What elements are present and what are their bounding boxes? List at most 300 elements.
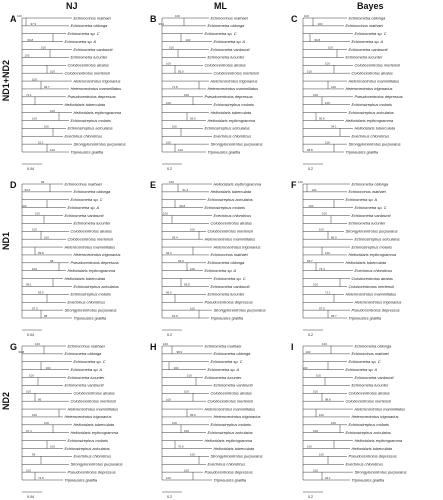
taxon-label: Echinometra lucunter — [73, 220, 111, 226]
support-value: 99.6 — [24, 188, 31, 193]
support-value: 100 — [331, 85, 336, 90]
support-value: 100 — [317, 22, 323, 27]
taxon-label: Strongylocentrotus purpuratus — [354, 469, 407, 475]
support-value: 100 — [328, 45, 333, 50]
support-value: 94.1 — [325, 476, 331, 481]
taxon-label: Echinometra lucunter — [348, 220, 386, 226]
support-value: 100 — [35, 342, 40, 347]
taxon-label: Strongylocentrotus purpuratus — [213, 307, 266, 313]
taxon-label: Heterocentrotus mammillatus — [204, 236, 256, 242]
panel-letter: D — [10, 180, 17, 190]
support-value: 100 — [305, 350, 311, 355]
taxon-label: Heliocidaris tuberculata — [210, 189, 251, 195]
taxon-label: Colobocentrotus atratus — [70, 228, 112, 234]
support-value: 100 — [187, 373, 192, 378]
support-value: 100 — [44, 421, 49, 426]
support-value: 94.1 — [331, 124, 337, 129]
taxon-label: Echinometra sp. A — [70, 366, 103, 372]
taxon-label: Echinometra sp. C — [67, 31, 100, 37]
support-value: 100 — [184, 389, 189, 394]
support-value: 95.0 — [178, 69, 184, 74]
support-value: 99.8 — [38, 251, 44, 256]
taxon-label: Evechinus chloroticus — [213, 212, 252, 218]
taxon-label: Echinocrinus mathaei — [64, 181, 102, 187]
taxon-label: Echinostrephus aciculatus — [345, 430, 391, 436]
taxon-label: Colobocentrotus atratus — [351, 275, 393, 281]
taxon-label: Echinometra lucunter — [351, 382, 389, 388]
taxon-label: Evechinus chloroticus — [67, 299, 106, 305]
taxon-label: Echinometra vanbrunti — [213, 382, 253, 388]
taxon-label: Heterocentrotus trigonarius — [73, 252, 121, 258]
support-value: 93.9 — [178, 259, 184, 264]
tree-panel-g — [10, 340, 155, 500]
support-value: 100 — [175, 14, 180, 19]
row-label-nd2: ND2 — [1, 392, 11, 411]
support-value: 100 — [184, 93, 189, 98]
taxon-label: Strongylocentrotus purpuratus — [73, 141, 126, 147]
tree-panel-a — [10, 12, 155, 172]
support-value: 100 — [185, 37, 191, 42]
support-value: 100 — [169, 45, 174, 50]
taxon-label: Heterocentrotus mammillatus — [70, 86, 122, 92]
support-value: 100 — [169, 180, 174, 185]
support-value: 96 — [38, 397, 42, 402]
taxon-label: Echinostrephus aciculatus — [73, 283, 119, 289]
taxon-label: Echinometra sp. C — [348, 359, 381, 365]
tree-svg-d — [10, 178, 155, 338]
tree-panel-i — [291, 340, 436, 500]
support-value: 100 — [41, 45, 46, 50]
taxon-label: Echinostrephus aciculatus — [207, 197, 253, 203]
support-value: 100 — [319, 413, 324, 418]
taxon-label: Pseudocentrotus depressus — [67, 469, 116, 475]
taxon-label: Colobocentrotus atratus — [348, 390, 390, 396]
taxon-label: Evechinus chloroticus — [207, 461, 246, 467]
taxon-label: Echinostrephus aciculatus — [348, 109, 394, 115]
support-value: 100 — [50, 69, 55, 74]
support-value: 97.3 — [32, 306, 38, 311]
taxon-label: Heliocidaris tuberculata — [64, 102, 105, 108]
taxon-label: Heterocentrotus mammillatus — [348, 78, 400, 84]
taxon-label: Heliocidaris erythrogramma — [204, 437, 253, 443]
support-value: 100 — [172, 124, 177, 129]
taxon-label: Heliocidaris erythrogramma — [73, 109, 122, 115]
scale-bar-label: 0.04 — [27, 495, 34, 499]
taxon-label: Heliocidaris tuberculata — [351, 445, 392, 451]
panel-letter: F — [291, 180, 297, 190]
taxon-label: Colobocentrotus atratus — [73, 390, 115, 396]
support-value: 96.7 — [44, 85, 50, 90]
taxon-label: Pseudocentrotus depressus — [348, 453, 397, 459]
support-value: 100 — [325, 100, 330, 105]
taxon-label: Tripneustes gratilla — [213, 477, 247, 483]
support-value: 83.5 — [38, 290, 44, 295]
scale-bar-label: 0.04 — [27, 167, 34, 171]
taxon-label: Evechinus chloroticus — [351, 133, 390, 139]
support-value: 100 — [166, 397, 171, 402]
taxon-label: Heterocentrotus mammillatus — [207, 86, 259, 92]
support-value: 99.8 — [18, 350, 25, 355]
taxon-label: Echinometra sp. C — [354, 31, 387, 37]
panel-letter: I — [291, 342, 294, 352]
support-value: 100 — [32, 413, 37, 418]
taxon-label: Echinocrinus mathaei — [73, 15, 111, 21]
taxon-label: Heterocentrotus trigonarius — [351, 414, 399, 420]
taxon-label: Echinometra oblonga — [354, 343, 392, 349]
taxon-label: Echinometra sp. A — [67, 204, 100, 210]
taxon-label: Echinometra sp. A — [64, 38, 97, 44]
support-value: 99.4 — [172, 235, 178, 240]
support-value: 99.1 — [26, 282, 32, 287]
taxon-label: Colobocentrotus atratus — [210, 390, 252, 396]
taxon-label: Tripneustes gratilla — [348, 315, 382, 321]
support-value: 100 — [166, 100, 171, 105]
support-value: 99.8 — [314, 37, 321, 42]
support-value: 100 — [32, 266, 37, 271]
taxon-label: Echinostrephus aciculatus — [67, 125, 113, 131]
support-value: 100 — [307, 444, 312, 449]
support-value: 100 — [166, 140, 171, 145]
taxon-label: Colobocentrotus mertensii — [354, 62, 400, 68]
support-value: 74.6 — [38, 476, 44, 481]
support-value: 100 — [313, 282, 318, 287]
taxon-label: Echinocrinus mathaei — [210, 252, 248, 258]
taxon-label: Echinometra oblonga — [207, 23, 245, 29]
support-value: 100 — [32, 116, 37, 121]
taxon-label: Pseudocentrotus depressus — [204, 94, 253, 100]
taxon-label: Echinometra oblonga — [351, 181, 389, 187]
support-value: 100 — [50, 148, 55, 153]
taxon-label: Echinometra oblonga — [73, 189, 111, 195]
taxon-label: Pseudocentrotus depressus — [204, 299, 253, 305]
taxon-label: Echinometra vanbrunti — [210, 283, 250, 289]
taxon-label: Echinometra lucunter — [204, 374, 242, 380]
support-value: 99.8 — [179, 203, 186, 208]
support-value: 100 — [322, 342, 327, 347]
taxon-label: Heliocidaris erythrogramma — [70, 430, 119, 436]
support-value: 100 — [319, 227, 324, 232]
support-value: 99.8 — [184, 282, 190, 287]
taxon-label: Heterocentrotus trigonarius — [354, 299, 402, 305]
support-value: 95.9 — [190, 413, 196, 418]
taxon-label: Echinometra lucunter — [67, 374, 105, 380]
taxon-label: Echinometra lucunter — [207, 291, 245, 297]
taxon-label: Echinometra sp. C — [204, 31, 237, 37]
tree-panel-e — [150, 178, 295, 338]
support-value: 98.9 — [176, 350, 183, 355]
taxon-label: Echinometra vanbrunti — [351, 212, 391, 218]
tree-svg-i — [291, 340, 436, 500]
taxon-label: Echinostrephus molaris — [210, 422, 251, 428]
taxon-label: Tripneustes gratilla — [73, 315, 107, 321]
taxon-label: Echinostrephus molaris — [67, 437, 108, 443]
support-value: 100 — [166, 476, 171, 481]
taxon-label: Echinometra sp. C — [213, 275, 246, 281]
support-value: 99 — [32, 452, 36, 457]
taxon-label: Echinometra lucunter — [207, 54, 245, 60]
support-value: 100 — [26, 468, 31, 473]
support-value: 65.7 — [307, 259, 313, 264]
support-value: 100 — [307, 69, 312, 74]
taxon-label: Pseudocentrotus depressus — [204, 469, 253, 475]
taxon-label: Colobocentrotus mertensii — [207, 228, 253, 234]
support-value: 96.8 — [319, 116, 325, 121]
scale-bar-label: 0.2 — [167, 167, 172, 171]
taxon-label: Echinometra lucunter — [345, 54, 383, 60]
taxon-label: Echinometra vanbrunti — [348, 46, 388, 52]
tree-svg-c — [291, 12, 436, 172]
support-value: 98 — [50, 259, 54, 264]
taxon-label: Strongylocentrotus purpuratus — [210, 453, 263, 459]
taxon-label: Colobocentrotus atratus — [351, 70, 393, 76]
support-value: 99.8 — [27, 37, 34, 42]
panel-letter: B — [150, 14, 157, 24]
support-value: 100 — [313, 389, 318, 394]
tree-panel-f — [291, 178, 436, 338]
taxon-label: Colobocentrotus atratus — [210, 220, 252, 226]
support-value: 100 — [190, 306, 195, 311]
taxon-label: Echinocrinus mathaei — [210, 15, 248, 21]
taxon-label: Echinometra sp. A — [345, 366, 378, 372]
taxon-label: Strongylocentrotus purpuratus — [70, 461, 123, 467]
taxon-label: Pseudocentrotus depressus — [67, 94, 116, 100]
support-value: 56.6 — [190, 116, 196, 121]
support-value: 98.8 — [325, 397, 331, 402]
taxon-label: Echinometra oblonga — [64, 351, 102, 357]
taxon-label: Tripneustes gratilla — [210, 315, 244, 321]
taxon-label: Echinometra sp. C — [210, 359, 243, 365]
support-value: 100 — [32, 77, 37, 82]
taxon-label: Evechinus chloroticus — [213, 133, 252, 139]
taxon-label: Echinostrephus aciculatus — [354, 236, 400, 242]
tree-panel-c — [291, 12, 436, 172]
taxon-label: Heterocentrotus mammillatus — [354, 406, 406, 412]
tree-panel-b — [150, 12, 295, 172]
support-value: 97.0 — [319, 306, 325, 311]
scale-bar-label: 0.2 — [167, 333, 172, 337]
panel-letter: H — [150, 342, 157, 352]
column-title-bayes: Bayes — [357, 1, 384, 11]
support-value: 100 — [190, 227, 195, 232]
taxon-label: Echinometra sp. C — [70, 197, 103, 203]
support-value: 100 — [50, 444, 55, 449]
taxon-label: Pseudocentrotus depressus — [351, 307, 400, 313]
taxon-label: Evechinus chloroticus — [345, 461, 384, 467]
taxon-label: Heterocentrotus trigonarius — [345, 86, 393, 92]
taxon-label: Echinocrinus mathaei — [67, 343, 105, 349]
taxon-label: Colobocentrotus mertensii — [70, 398, 116, 404]
scale-bar-label: 0.2 — [167, 495, 172, 499]
support-value: 97.9 — [30, 22, 37, 27]
taxon-label: Heterocentrotus trigonarius — [210, 78, 258, 84]
support-value: 100 — [308, 203, 314, 208]
support-value: 100 — [304, 14, 309, 19]
support-value: 100 — [325, 140, 330, 145]
support-value: 100 — [163, 211, 168, 216]
taxon-label: Heliocidaris erythrogramma — [67, 268, 116, 274]
row-label-nd1: ND1 — [1, 232, 11, 251]
taxon-label: Echinometra sp. A — [207, 366, 240, 372]
taxon-label: Evechinus chloroticus — [64, 133, 103, 139]
taxon-label: Heterocentrotus trigonarius — [213, 414, 261, 420]
taxon-label: Echinostrephus molaris — [351, 102, 392, 108]
taxon-label: Echinometra sp. A — [351, 38, 384, 44]
taxon-label: Pseudocentrotus depressus — [70, 260, 119, 266]
support-value: 100 — [32, 227, 37, 232]
support-value: 100 — [190, 452, 195, 457]
taxon-label: Heliocidaris tuberculata — [213, 445, 254, 451]
support-value: 100 — [173, 365, 179, 370]
taxon-label: Echinometra vanbrunti — [210, 46, 250, 52]
support-value: 100 — [24, 53, 30, 58]
taxon-label: Echinometra sp. C — [73, 359, 106, 365]
taxon-label: Heliocidaris tuberculata — [210, 109, 251, 115]
column-title-ml: ML — [214, 1, 227, 11]
taxon-label: Echinostrephus molaris — [213, 102, 254, 108]
taxon-label: Heterocentrotus mammillatus — [64, 244, 116, 250]
taxon-label: Tripneustes gratilla — [351, 477, 385, 483]
scale-bar-label: 0.2 — [308, 495, 313, 499]
support-value: 71.1 — [325, 290, 331, 295]
taxon-label: Strongylocentrotus purpuratus — [64, 307, 117, 313]
support-value: 100 — [298, 180, 303, 185]
support-value: 71.1 — [26, 93, 32, 98]
taxon-label: Heterocentrotus trigonarius — [64, 414, 112, 420]
tree-panel-h — [150, 340, 295, 500]
support-value: 100 — [26, 389, 31, 394]
support-value: 100 — [45, 365, 51, 370]
taxon-label: Strongylocentrotus purpuratus — [210, 141, 263, 147]
taxon-label: Echinometra vanbrunti — [64, 212, 104, 218]
scale-bar-label: 0.04 — [27, 333, 34, 337]
taxon-label: Colobocentrotus mertensii — [207, 398, 253, 404]
support-value: 98.8 — [307, 148, 313, 153]
taxon-label: Echinometra oblonga — [213, 351, 251, 357]
taxon-label: Tripneustes gratilla — [345, 149, 379, 155]
support-value: 71.8 — [172, 85, 178, 90]
support-value: 100 — [44, 235, 49, 240]
taxon-label: Echinometra sp. C — [354, 204, 387, 210]
row-label-nd1-nd2: ND1+ND2 — [1, 60, 11, 102]
taxon-label: Echinostrephus aciculatus — [207, 430, 253, 436]
taxon-label: Heterocentrotus mammillatus — [345, 291, 397, 297]
taxon-label: Echinostrephus molaris — [204, 204, 245, 210]
taxon-label: Echinostrephus aciculatus — [204, 125, 250, 131]
support-value: 100 — [184, 428, 189, 433]
panel-letter: E — [150, 180, 157, 190]
support-value: 100 — [319, 452, 324, 457]
taxon-label: Echinometra sp. A — [204, 268, 237, 274]
support-value: 98 — [44, 314, 48, 319]
support-value: 100 — [316, 373, 321, 378]
support-value: 100 — [17, 14, 22, 19]
support-value: 100 — [50, 108, 55, 113]
support-value: 100 — [21, 203, 27, 208]
taxon-label: Strongylocentrotus purpuratus — [345, 228, 398, 234]
taxon-label: Colobocentrotus mertensii — [67, 236, 113, 242]
taxon-label: Heliocidaris erythrogramma — [213, 181, 262, 187]
support-value: 100 — [163, 342, 168, 347]
support-value: 100 — [302, 365, 308, 370]
taxon-label: Tripneustes gratilla — [64, 477, 98, 483]
taxon-label: Echinometra oblonga — [348, 15, 386, 21]
taxon-label: Colobocentrotus mertensii — [64, 70, 110, 76]
panel-letter: G — [10, 342, 18, 352]
taxon-label: Echinometra mathaei — [204, 343, 242, 349]
taxon-label: Heterocentrotus mammillatus — [67, 406, 119, 412]
taxon-label: Heliocidaris erythrogramma — [354, 437, 403, 443]
taxon-label: Echinocrinus mathaei — [351, 351, 389, 357]
support-value: 100 — [44, 124, 49, 129]
support-value: 100 — [313, 93, 318, 98]
support-value: 100 — [29, 373, 34, 378]
support-value: 97.4 — [26, 428, 32, 433]
taxon-label: Heliocidaris tuberculata — [73, 422, 114, 428]
taxon-label: Echinometra sp. A — [345, 197, 378, 203]
tree-svg-b — [150, 12, 295, 172]
support-value: 73.4 — [319, 266, 325, 271]
taxon-label: Heterocentrotus mammillatus — [204, 406, 256, 412]
scale-bar-label: 0.2 — [308, 167, 313, 171]
taxon-label: Echinocrinus mathaei — [348, 189, 386, 195]
taxon-label: Echinometra vanbrunti — [354, 374, 394, 380]
panel-letter: A — [10, 14, 17, 24]
support-value: 100 — [313, 468, 318, 473]
support-value: 100 — [311, 188, 317, 193]
taxon-label: Colobocentrotus mertensii — [348, 283, 394, 289]
taxon-label: Tripneustes gratilla — [207, 149, 241, 155]
support-value: 99 — [41, 180, 45, 185]
support-value: 100 — [178, 148, 183, 153]
support-value: 81.9 — [172, 314, 178, 319]
taxon-label: Echinostrephus molaris — [70, 117, 111, 123]
taxon-label: Echinometra sp. A — [213, 38, 246, 44]
support-value: 95.7 — [331, 314, 337, 319]
taxon-label: Echinocrinus mathaei — [345, 23, 383, 29]
support-value: 100 — [325, 61, 330, 66]
taxon-label: Echinostrephus molaris — [348, 422, 389, 428]
tree-svg-h — [150, 340, 295, 500]
taxon-label: Heliocidaris tuberculata — [345, 260, 386, 266]
tree-svg-f — [291, 178, 436, 338]
taxon-label: Heliocidaris tuberculata — [64, 275, 105, 281]
taxon-label: Heliocidaris tuberculata — [354, 125, 395, 131]
column-title-nj: NJ — [66, 1, 78, 11]
taxon-label: Pseudocentrotus depressus — [354, 94, 403, 100]
taxon-label: Echinometra vanbrunti — [73, 46, 113, 52]
taxon-label: Heliocidaris erythrogramma — [207, 117, 256, 123]
taxon-label: Evechinus chloroticus — [354, 268, 393, 274]
taxon-label: Heterocentrotus trigonarius — [73, 78, 121, 84]
taxon-label: Colobocentrotus mertensii — [213, 70, 259, 76]
support-value: 96.5 — [166, 290, 172, 295]
taxon-label: Echinostrephus aciculatus — [64, 445, 110, 451]
taxon-label: Echinostrephus molaris — [351, 244, 392, 250]
support-value: 100 — [190, 266, 195, 271]
panel-letter: C — [291, 14, 298, 24]
taxon-label: Echinometra vanbrunti — [64, 382, 104, 388]
taxon-label: Evechinus chloroticus — [73, 453, 112, 459]
tree-svg-e — [150, 178, 295, 338]
taxon-label: Colobocentrotus atratus — [67, 62, 109, 68]
taxon-label: Echinostrephus molaris — [70, 291, 111, 297]
support-value: 100 — [35, 211, 40, 216]
support-value: 100 — [184, 468, 189, 473]
taxon-label: Colobocentrotus mertensii — [345, 398, 391, 404]
support-value: 100 — [172, 421, 177, 426]
support-value: 96.9 — [331, 235, 337, 240]
taxon-label: Heliocidaris erythrogramma — [348, 252, 397, 258]
